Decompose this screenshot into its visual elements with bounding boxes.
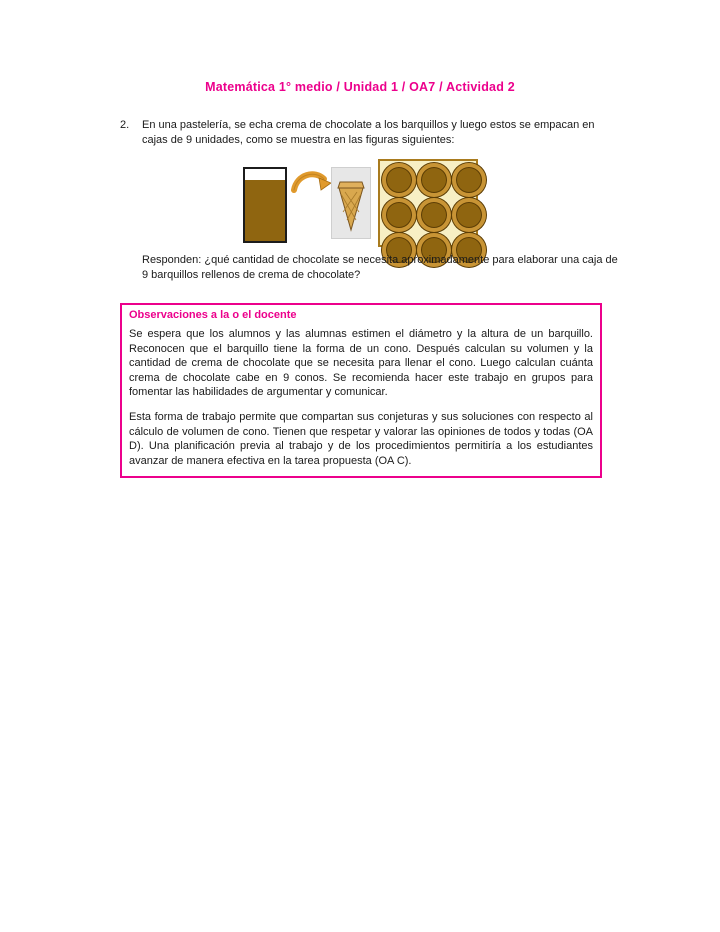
cone-top-circle — [417, 163, 451, 197]
page-title: Matemática 1° medio / Unidad 1 / OA7 / Actividad 2 — [205, 80, 515, 94]
cone-top-circle — [452, 163, 486, 197]
activity-item — [120, 118, 620, 148]
cone-top-circle — [452, 198, 486, 232]
figures-strip — [0, 158, 720, 253]
cone-box-grid — [378, 159, 478, 247]
curved-arrow-icon — [291, 166, 331, 196]
cone-top-circle — [417, 198, 451, 232]
teacher-notes-paragraph-2: Esta forma de trabajo permite que compartan sus conjeturas y sus soluciones con respecto al cálculo de volumen de cono. Tienen que respetar y valorar las opiniones de todos y todas (OA D). Una planificación previa al trabajo y de los procedimientos permitiría a los estudiantes avanzar de manera efectiva en la tarea propuesta (OA C). — [129, 410, 593, 467]
cone-top-circle — [382, 163, 416, 197]
chocolate-cup-icon — [243, 167, 287, 243]
ice-cream-cone-icon — [331, 167, 371, 239]
item-number: 2. — [120, 119, 130, 131]
question-text: Responden: ¿qué cantidad de chocolate se necesita aproximadamente para elaborar una caja de 9 barquillos rellenos de crema de chocolate? — [142, 254, 618, 281]
teacher-notes-box — [120, 303, 602, 478]
activity-intro-text: En una pastelería, se echa crema de chocolate a los barquillos y luego estos se empacan en cajas de 9 unidades, como se muestra en las figuras siguientes: — [142, 119, 595, 146]
cone-top-circle — [382, 198, 416, 232]
teacher-notes-paragraph-1: Se espera que los alumnos y las alumnas estimen el diámetro y la altura de un barquillo. Reconocen que el barquillo tiene la forma de un cono. Después calculan su volumen y la cantidad de crema de chocolate que se necesita para llenar el cono. Luego calculan cuánta crema de chocolate cabe en 9 conos. Se recomienda hacer este trabajo en grupos para fomentar las habilidades de argumentar y comunicar. — [129, 328, 593, 399]
teacher-notes-title: Observaciones a la o el docente — [129, 309, 297, 321]
